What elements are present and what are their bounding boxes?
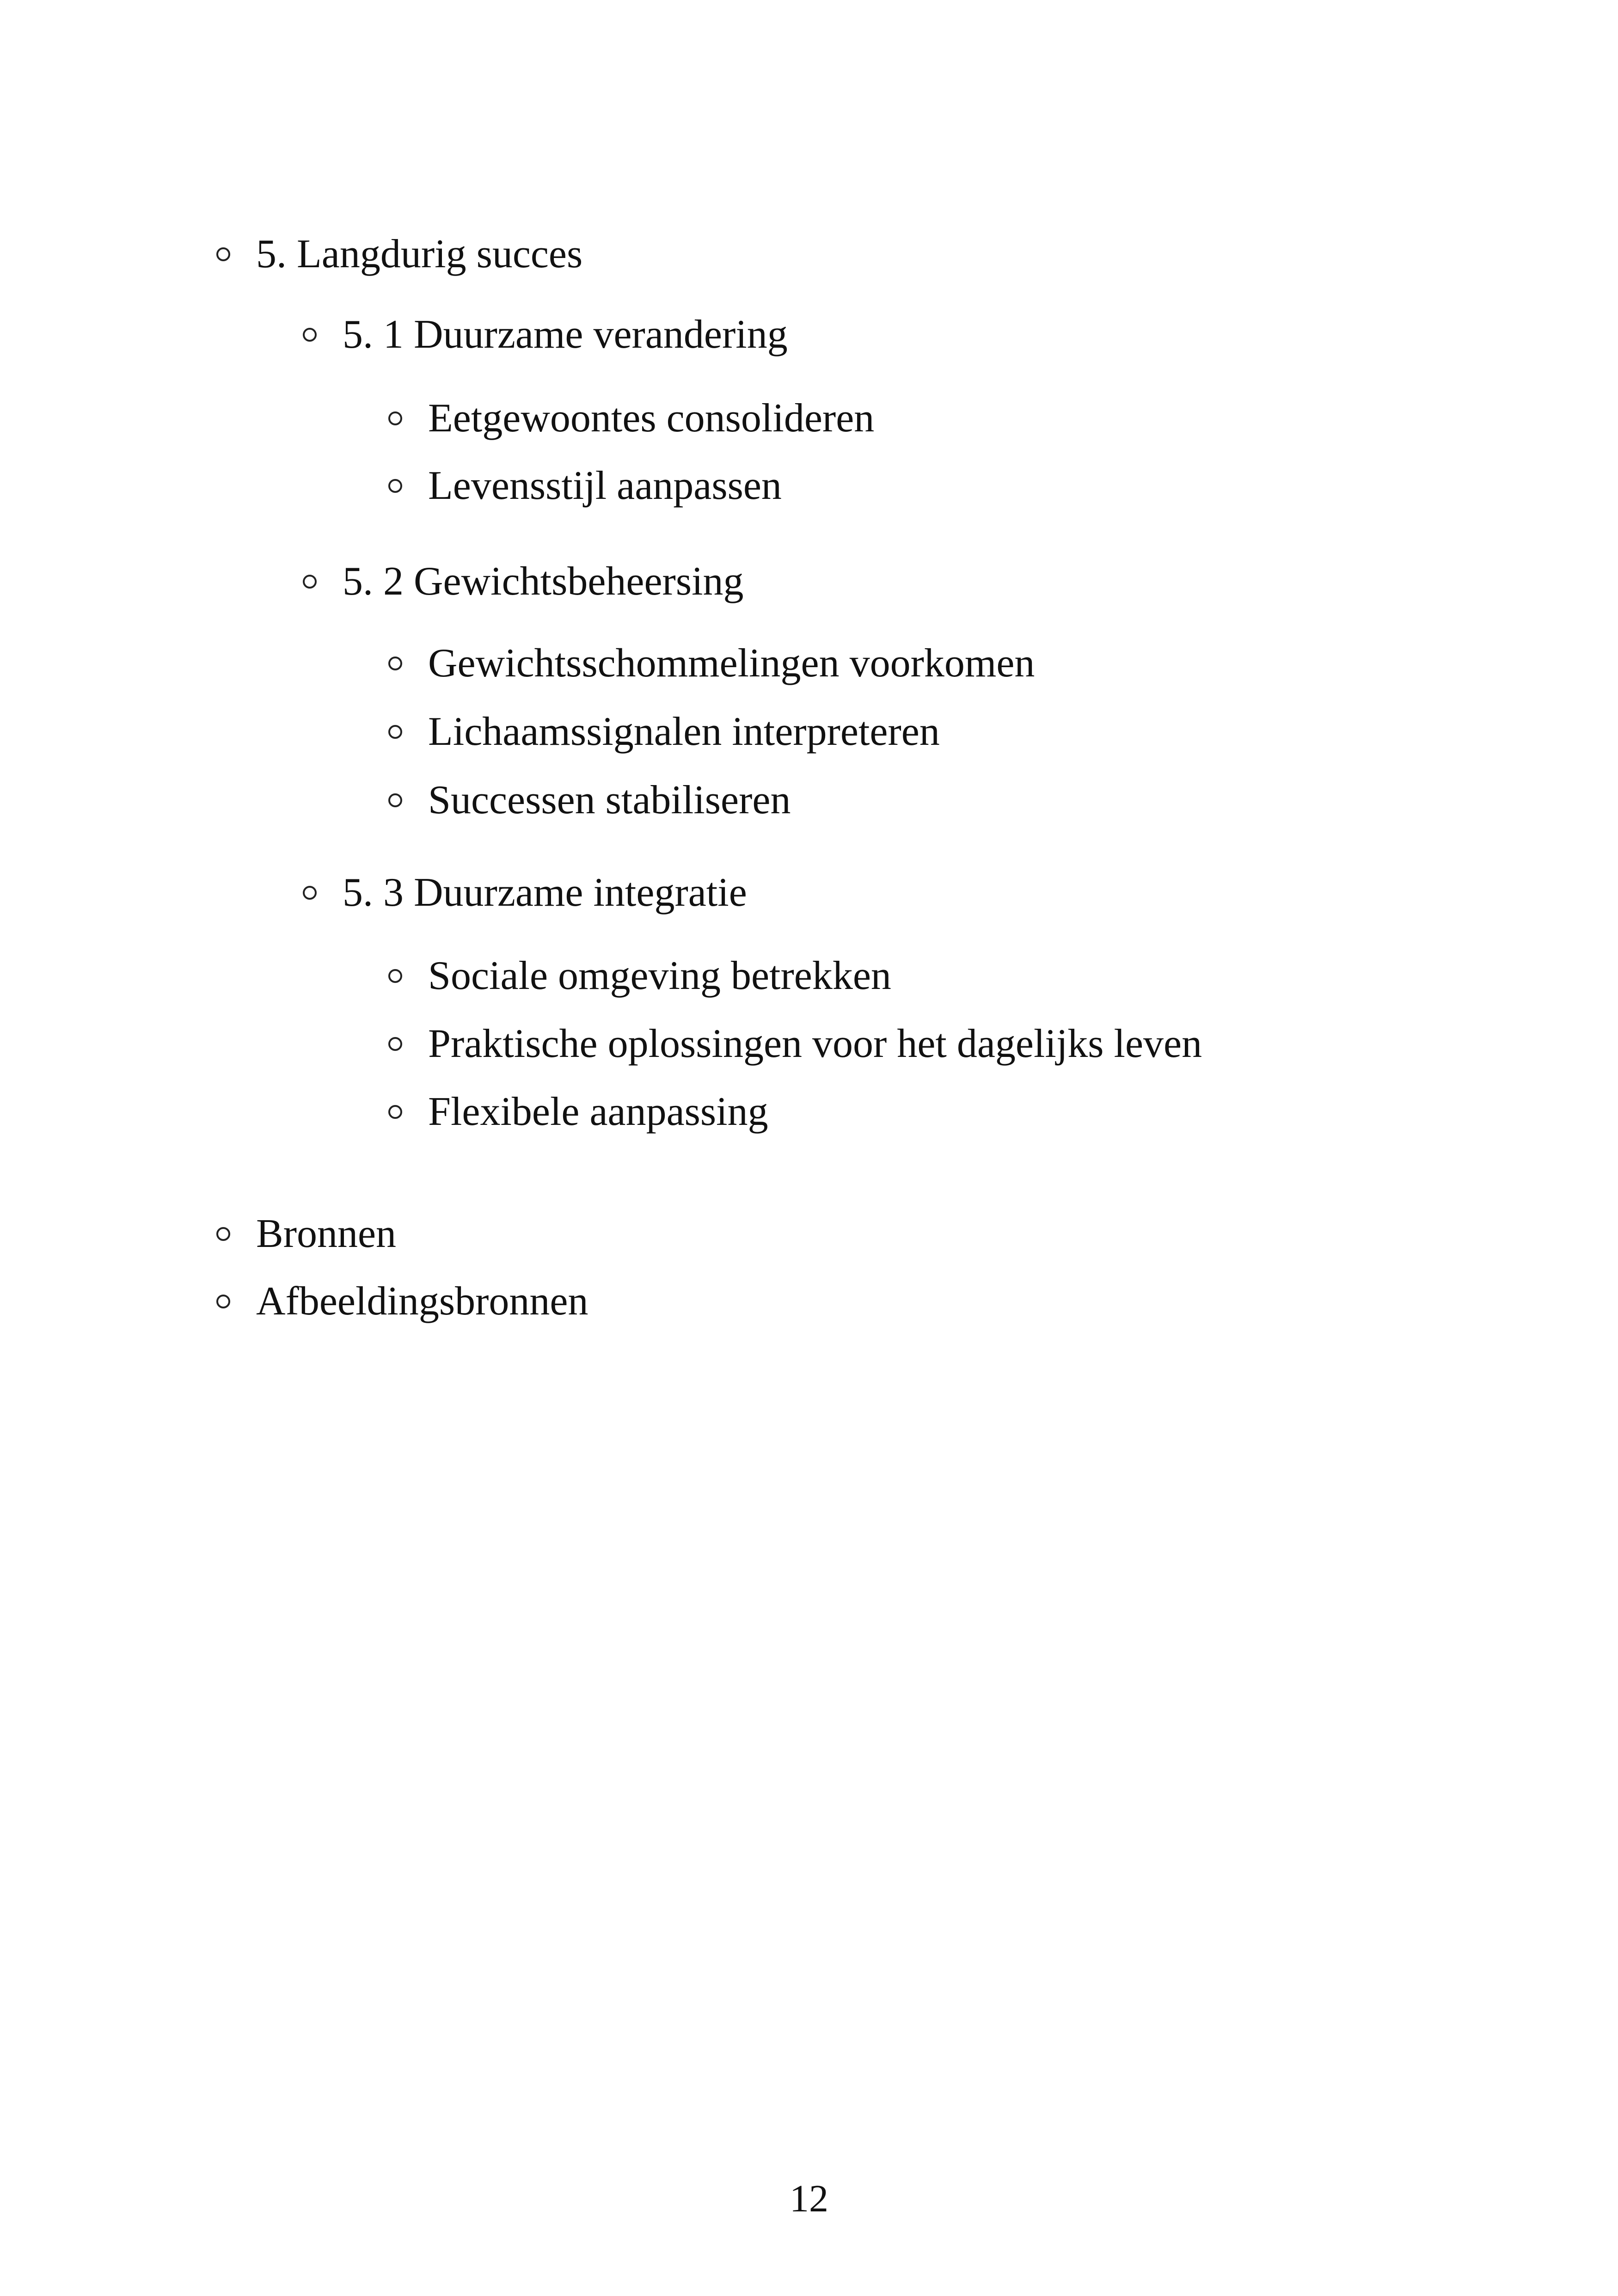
toc-entry-label: Praktische oplossingen voor het dagelijks leven bbox=[428, 1021, 1202, 1066]
circle-bullet-icon bbox=[388, 1037, 402, 1051]
toc-entry-label: Successen stabiliseren bbox=[428, 778, 791, 823]
toc-entry-label: 5. Langdurig succes bbox=[256, 232, 583, 276]
circle-bullet-icon bbox=[388, 1105, 402, 1119]
circle-bullet-icon bbox=[303, 575, 317, 589]
toc-entry-item bbox=[388, 1087, 768, 1137]
circle-bullet-icon bbox=[388, 479, 402, 493]
toc-entry-label: Bronnen bbox=[256, 1211, 397, 1256]
toc-entry-label: 5. 3 Duurzame integratie bbox=[343, 870, 747, 915]
toc-entry-label: Afbeeldingsbronnen bbox=[256, 1279, 588, 1324]
toc-entry-item bbox=[388, 775, 791, 826]
toc-entry-label: Flexibele aanpassing bbox=[428, 1089, 768, 1134]
toc-entry-label: 5. 2 Gewichtsbeheersing bbox=[343, 559, 744, 604]
toc-entry-section-5-1 bbox=[303, 309, 788, 360]
circle-bullet-icon bbox=[303, 328, 317, 342]
toc-entry-section-5 bbox=[216, 229, 582, 280]
circle-bullet-icon bbox=[388, 657, 402, 670]
toc-entry-item bbox=[388, 1019, 1202, 1069]
circle-bullet-icon bbox=[303, 886, 317, 900]
circle-bullet-icon bbox=[388, 969, 402, 983]
circle-bullet-icon bbox=[388, 411, 402, 425]
toc-entry-section-5-3 bbox=[303, 867, 747, 918]
circle-bullet-icon bbox=[388, 725, 402, 739]
toc-entry-item bbox=[388, 460, 782, 511]
toc-entry-label: 5. 1 Duurzame verandering bbox=[343, 312, 788, 357]
toc-entry-item bbox=[388, 638, 1035, 689]
toc-entry-section-5-2 bbox=[303, 556, 744, 607]
toc-entry-item bbox=[388, 951, 891, 1001]
toc-entry-item bbox=[388, 393, 874, 444]
page-number: 12 bbox=[790, 2177, 828, 2220]
toc-entry-label: Gewichtsschommelingen voorkomen bbox=[428, 641, 1035, 686]
toc-entry-afbeeldingsbronnen bbox=[216, 1276, 588, 1327]
toc-entry-bronnen bbox=[216, 1209, 396, 1259]
circle-bullet-icon bbox=[216, 247, 230, 261]
toc-entry-label: Eetgewoontes consolideren bbox=[428, 396, 875, 441]
toc-entry-label: Sociale omgeving betrekken bbox=[428, 953, 891, 998]
toc-entry-label: Levensstijl aanpassen bbox=[428, 463, 782, 508]
circle-bullet-icon bbox=[216, 1295, 230, 1308]
toc-entry-label: Lichaamssignalen interpreteren bbox=[428, 709, 940, 754]
circle-bullet-icon bbox=[216, 1227, 230, 1241]
circle-bullet-icon bbox=[388, 793, 402, 807]
toc-entry-item bbox=[388, 706, 940, 757]
